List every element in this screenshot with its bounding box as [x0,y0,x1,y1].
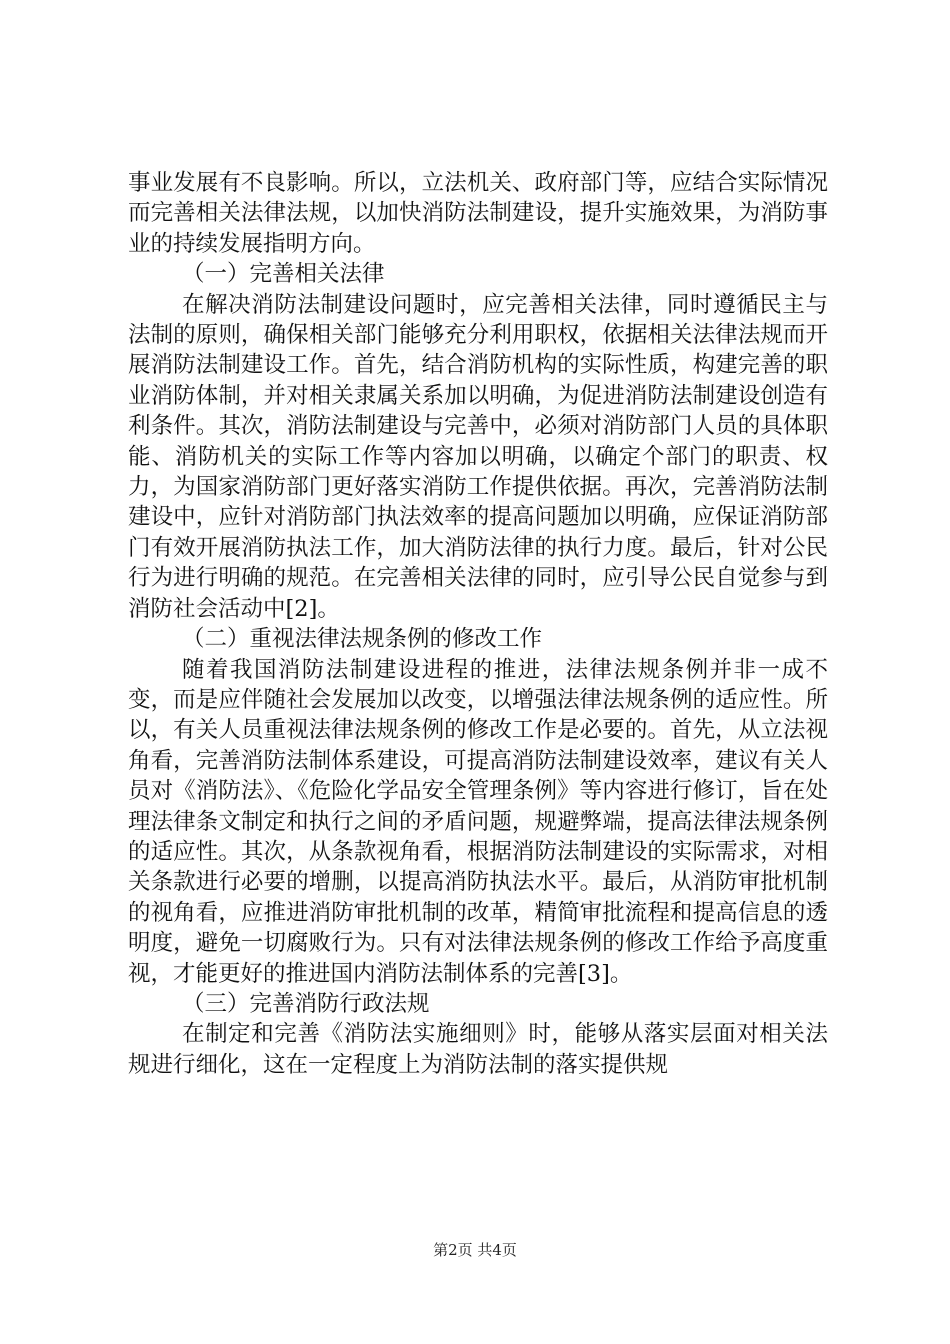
page-footer: 第2页 共4页 [433,1241,517,1259]
document-body [128,168,828,1080]
paragraph-section-3: 在制定和完善《消防法实施细则》时，能够从落实层面对相关法规进行细化，这在一定程度上为消防法制的落实提供规 [128,1021,828,1078]
section-heading-3: （三）完善消防行政法规 [182,990,430,1017]
paragraph-section-2: 随着我国消防法制建设进程的推进，法律法规条例并非一成不变，而是应伴随社会发展加以改变，以增强法律法规条例的适应性。所以，有关人员重视法律法规条例的修改工作是必要的。首先，从立法视角看，完善消防法制体系建设，可提高消防法制建设效率，建议有关人员对《消防法》、《危险化学品安全管理条例》等内容进行修订，旨在处理法律条文制定和执行之间的矛盾问题，规避弊端，提高法律法规条例的适应性。其次，从条款视角看，根据消防法制建设的实际需求，对相关条款进行必要的增删，以提高消防执法水平。最后，从消防审批机制的视角看，应推进消防审批机制的改革，精简审批流程和提高信息的透明度，避免一切腐败行为。只有对法律法规条例的修改工作给予高度重视，才能更好的推进国内消防法制体系的完善[3]。 [128,656,828,987]
section-heading-1: （一）完善相关法律 [182,261,385,288]
paragraph-section-1: 在解决消防法制建设问题时，应完善相关法律，同时遵循民主与法制的原则，确保相关部门能够充分利用职权，依据相关法律法规而开展消防法制建设工作。首先，结合消防机构的实际性质，构建完善的职业消防体制，并对相关隶属关系加以明确，为促进消防法制建设创造有利条件。其次，消防法制建设与完善中，必须对消防部门人员的具体职能、消防机关的实际工作等内容加以明确，以确定个部门的职责、权力，为国家消防部门更好落实消防工作提供依据。再次，完善消防法制建设中，应针对消防部门执法效率的提高问题加以明确，应保证消防部门有效开展消防执法工作，加大消防法律的执行力度。最后，针对公民行为进行明确的规范。在完善相关法律的同时，应引导公民自觉参与到消防社会活动中[2]。 [128,291,828,622]
paragraph-intro: 事业发展有不良影响。所以，立法机关、政府部门等，应结合实际情况而完善相关法律法规，以加快消防法制建设，提升实施效果，为消防事业的持续发展指明方向。 [128,170,828,257]
section-heading-2: （二）重视法律法规条例的修改工作 [182,626,543,653]
